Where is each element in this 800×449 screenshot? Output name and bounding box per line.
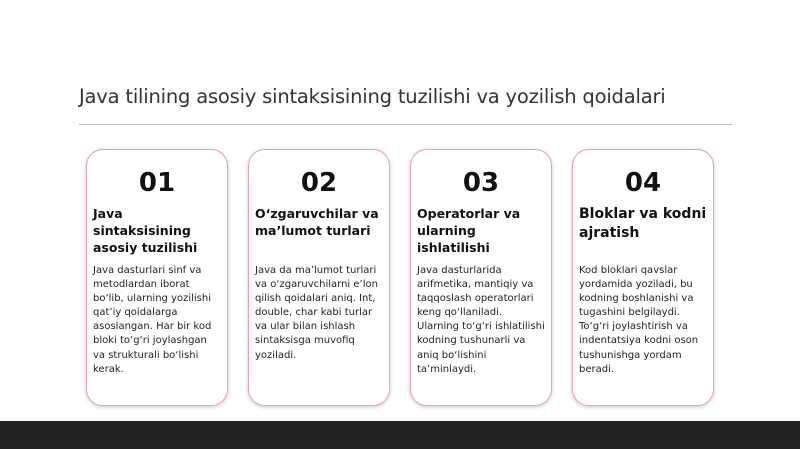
slide-title: Java tilining asosiy sintaksisining tuzilishi va yozilish qoidalari <box>79 85 666 108</box>
card-body: Java dasturlarida arifmetika, mantiqiy va taqqoslash operatorlari keng qo‘llaniladi. Ularning to‘g‘ri ishlatilishi kodning tushunarli va aniq bo‘lishini ta’minlaydi. <box>417 265 545 375</box>
card-body: Java da ma’lumot turlari va o‘zgaruvchilarni e’lon qilish qoidalari aniq. Int, double, char kabi turlar va ular bilan ishlash sintaksisga muvofiq yoziladi. <box>255 265 378 361</box>
card-number: 04 <box>624 168 662 198</box>
card-number: 02 <box>300 168 338 198</box>
card-number: 01 <box>138 168 176 198</box>
title-divider <box>79 124 732 125</box>
card-heading: O‘zgaruvchilar va ma’lumot turlari <box>255 206 379 238</box>
card-04 <box>572 149 714 406</box>
card-number: 03 <box>462 168 500 198</box>
card-03 <box>410 149 552 406</box>
card-02 <box>248 149 390 406</box>
card-body: Kod bloklari qavslar yordamida yoziladi, bu kodning boshlanishi va tugashini belgilaydi. To‘g‘ri joylashtirish va indentatsiya kodni oson tushunishga yordam beradi. <box>579 265 699 375</box>
card-body: Java dasturlari sinf va metodlardan iborat bo‘lib, ularning yozilishi qat’iy qoidalarga asoslangan. Har bir kod bloki to‘g‘ri joylashgan va strukturali bo‘lishi kerak. <box>93 265 212 375</box>
card-01 <box>86 149 228 406</box>
bottom-bar <box>0 421 800 449</box>
card-heading: Java sintaksisining asosiy tuzilishi <box>93 206 198 255</box>
card-heading: Operatorlar va ularning ishlatilishi <box>417 206 521 255</box>
card-heading: Bloklar va kodni ajratish <box>579 206 707 241</box>
